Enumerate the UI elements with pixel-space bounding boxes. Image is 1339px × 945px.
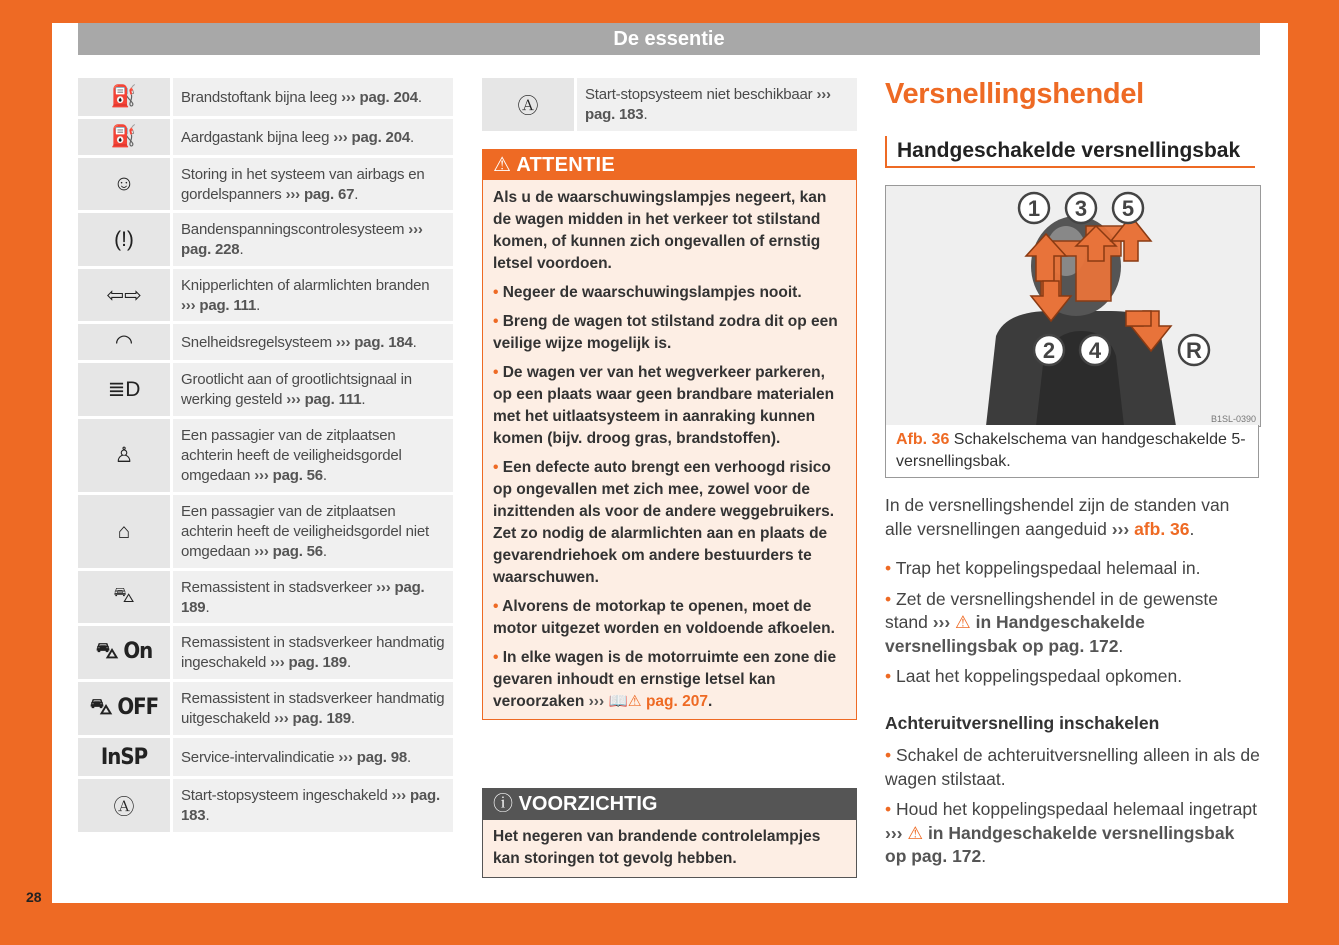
- ref-tail: .: [346, 654, 351, 671]
- ref-arrow: ›››: [254, 467, 269, 484]
- attentie-bullet: [493, 282, 846, 304]
- table-row-text: [173, 626, 453, 679]
- page-link[interactable]: pag. 183: [585, 106, 644, 123]
- start-stop-icon: Ⓐ: [78, 779, 170, 832]
- table-row: [78, 324, 453, 360]
- section-header: De essentie: [78, 23, 1260, 55]
- page-link[interactable]: pag. 189: [292, 710, 351, 727]
- gear-label-2: 2: [1042, 338, 1056, 363]
- ref-arrow: ›››: [181, 296, 196, 314]
- city-brake-off-icon: ⛍ OFF: [78, 682, 170, 735]
- ref-tail: .: [350, 710, 355, 727]
- figure-link[interactable]: afb. 36: [1134, 518, 1190, 539]
- table-row-text: [173, 158, 453, 210]
- row-label: Remassistent in stadsverkeer handmatig uitgeschakeld: [181, 690, 445, 727]
- attentie-box: [482, 149, 857, 720]
- bullet-text: Een defecte auto brengt een verhoogd risico op ongevallen met zich mee, zowel voor de inzittenden als voor de andere weggebruikers. Zet zo nodig de alarmlichten aan en plaats de gevarendriehoek om andere bestuurders te waarschuwen.: [493, 459, 835, 586]
- bullet-icon: •: [493, 598, 503, 615]
- section-link[interactable]: in Handgeschakelde versnellingsbak op pag. 172: [885, 612, 1145, 656]
- gear-label-5: 5: [1121, 196, 1135, 221]
- section-title: Versnellingshendel: [885, 78, 1144, 110]
- bullet-icon: •: [885, 588, 896, 609]
- row-label: Remassistent in stadsverkeer: [181, 578, 373, 596]
- ref-arrow: ›››: [270, 654, 285, 671]
- page-link[interactable]: pag. 207: [645, 693, 708, 710]
- row-label: Service-intervalindicatie: [181, 748, 335, 766]
- table-row: [78, 682, 453, 735]
- table-row-text: [173, 363, 453, 416]
- bullet-icon: •: [493, 649, 503, 666]
- ref-tail: .: [239, 241, 244, 258]
- warning-triangle-icon: ⚠: [907, 822, 924, 843]
- bullet-text: Trap het koppelingspedaal helemaal in.: [895, 558, 1201, 578]
- city-brake-icon: ⛍: [78, 571, 170, 623]
- bullet-text: Breng de wagen tot stilstand zodra dit op een veilige wijze mogelijk is.: [493, 313, 838, 352]
- table-row-text: [173, 571, 453, 623]
- row-label: Knipperlichten of alarmlichten branden: [181, 276, 430, 294]
- page-link[interactable]: pag. 67: [303, 185, 355, 203]
- table-row-text: [173, 269, 453, 321]
- page-link[interactable]: pag. 56: [272, 467, 323, 484]
- reverse-steps-list: [885, 744, 1260, 876]
- gear-label-r: R: [1186, 338, 1202, 363]
- attentie-header: [483, 150, 856, 180]
- info-circle-icon: ⓘ: [493, 793, 513, 815]
- bullet-text: Houd het koppelingspedaal helemaal ingetrapt: [896, 799, 1257, 819]
- row-label: Grootlicht aan of grootlichtsignaal in werking gesteld: [181, 371, 412, 408]
- gear-label-4: 4: [1088, 338, 1102, 363]
- table-row: [78, 626, 453, 679]
- voorzichtig-header: [483, 789, 856, 820]
- bullet-icon: •: [885, 745, 896, 765]
- ref-arrow: ›››: [408, 221, 423, 238]
- ref-tail: .: [407, 748, 411, 766]
- ref-tail: .: [1118, 635, 1124, 656]
- bullet-text: Alvorens de motorkap te openen, moet de motor uitgezet worden en voldoende afkoelen.: [493, 598, 835, 637]
- gear-label-1: 1: [1027, 196, 1041, 221]
- row-label: Storing in het systeem van airbags en gordelspanners: [181, 165, 425, 203]
- table-row: [78, 269, 453, 321]
- table-row-text: [173, 119, 453, 155]
- ref-tail: .: [322, 543, 327, 560]
- ref-arrow: ›››: [376, 578, 391, 596]
- row-label: Aardgastank bijna leeg: [181, 128, 330, 146]
- page-link[interactable]: pag. 189: [288, 654, 347, 671]
- attentie-bullet: [493, 362, 846, 450]
- attentie-bullet: [493, 457, 846, 589]
- list-item: [885, 798, 1260, 869]
- attentie-bullet: [493, 596, 846, 640]
- voorzichtig-title: VOORZICHTIG: [518, 793, 658, 815]
- figure-caption: Afb. 36 Schakelschema van handgeschakelde 5-versnellingsbak.: [885, 425, 1259, 478]
- table-row-text: [173, 682, 453, 735]
- row-label: Brandstoftank bijna leeg: [181, 88, 338, 106]
- ref-arrow: ›››: [333, 128, 348, 146]
- voorzichtig-text: Het negeren van brandende controlelampjes kan storingen tot gevolg hebben.: [493, 828, 821, 867]
- ref-arrow: ›››: [391, 787, 406, 804]
- city-brake-on-icon: ⛍ On: [78, 626, 170, 679]
- page-link[interactable]: pag. 204: [351, 128, 410, 146]
- ref-tail: .: [205, 807, 210, 824]
- bullet-icon: •: [885, 799, 896, 819]
- seatbelt-unfastened-icon: ⌂: [78, 495, 170, 568]
- row-label: Een passagier van de zitplaatsen achterin heeft de veiligheidsgordel omgedaan: [181, 427, 402, 484]
- ref-arrow: ›››: [286, 391, 301, 408]
- page-link[interactable]: pag. 228: [181, 241, 240, 258]
- page-link[interactable]: pag. 98: [356, 748, 408, 766]
- ref-tail: .: [322, 467, 327, 484]
- page-link[interactable]: pag. 56: [272, 543, 323, 560]
- table-row: [78, 363, 453, 416]
- list-item: [885, 588, 1260, 659]
- bullet-icon: •: [493, 364, 503, 381]
- bullet-icon: •: [493, 284, 503, 301]
- row-label: Bandenspanningscontrolesysteem: [181, 221, 405, 238]
- page-link[interactable]: pag. 204: [359, 88, 418, 106]
- seatbelt-fastened-icon: ♙: [78, 419, 170, 492]
- ref-tail: .: [981, 846, 987, 866]
- ref-tail: .: [205, 598, 210, 616]
- ref-tail: .: [417, 88, 422, 106]
- ref-arrow: ›››: [254, 543, 269, 560]
- attentie-bullet: • In elke wagen is de motorruimte een zone die gevaren inhoudt en ernstige letsel kan veroorzaken ››› 📖⚠ pag. 207.: [493, 649, 837, 710]
- turn-signal-icon: ⇦⇨: [78, 269, 170, 321]
- table-row: [78, 213, 453, 266]
- attentie-intro: Als u de waarschuwingslampjes negeert, kan de wagen midden in het verkeer tot stilstand komen, of kunnen zich ongevallen of ernstig letsel voordoen.: [493, 189, 827, 272]
- section-link[interactable]: in Handgeschakelde versnellingsbak op pag. 172: [885, 822, 1235, 866]
- fuel-pump-icon: ⛽: [78, 78, 170, 116]
- table-row: [78, 779, 453, 832]
- gear-label-3: 3: [1074, 196, 1088, 221]
- list-item: [885, 744, 1260, 791]
- table-row: [78, 119, 453, 155]
- ref-tail: .: [256, 296, 261, 314]
- ref-tail: .: [643, 106, 648, 123]
- table-row-text: [173, 419, 453, 492]
- row-label: Remassistent in stadsverkeer handmatig ingeschakeld: [181, 634, 445, 671]
- table-row: [78, 495, 453, 568]
- table-row-text: [173, 213, 453, 266]
- bullet-icon: •: [885, 666, 896, 686]
- page-link[interactable]: pag. 111: [304, 391, 362, 408]
- table-row-text: [173, 738, 453, 776]
- attentie-body: [483, 180, 856, 719]
- list-item: [885, 557, 1260, 581]
- speedometer-icon: ◠: [78, 324, 170, 360]
- page-link[interactable]: pag. 183: [181, 787, 440, 824]
- bullet-text: Laat het koppelingspedaal opkomen.: [896, 666, 1183, 686]
- book-warning-icon: 📖⚠: [608, 693, 642, 710]
- page-link[interactable]: pag. 111: [199, 296, 257, 314]
- cng-tank-icon: ⛽: [78, 119, 170, 155]
- bullet-icon: •: [885, 558, 896, 578]
- tire-pressure-icon: (!): [78, 213, 170, 266]
- ref-arrow: ›››: [341, 88, 356, 106]
- intro-paragraph: In de versnellingshendel zijn de standen van alle versnellingen aangeduid ››› afb. 36.: [885, 495, 1230, 539]
- table-row: [78, 738, 453, 776]
- row-label: Een passagier van de zitplaatsen achterin heeft de veiligheidsgordel niet omgedaan: [181, 503, 430, 560]
- page-number: 28: [26, 889, 42, 905]
- warning-triangle-icon: ⚠: [955, 612, 971, 632]
- reverse-gear-heading: Achteruitversnelling inschakelen: [885, 713, 1160, 733]
- list-item: [885, 665, 1260, 689]
- warning-triangle-icon: ⚠: [493, 154, 512, 176]
- ref-tail: .: [412, 333, 417, 351]
- warning-lights-table: [78, 78, 453, 835]
- service-interval-icon: InSP: [78, 738, 170, 776]
- ref-arrow: ›››: [335, 333, 351, 351]
- bullet-text: Zet de versnellingshendel in de gewenste stand: [885, 588, 1219, 632]
- ref-tail: .: [409, 128, 414, 146]
- gearshift-diagram: [886, 186, 1260, 426]
- table-row: [482, 78, 857, 131]
- ref-arrow: ›››: [285, 185, 300, 203]
- table-row-text: [173, 495, 453, 568]
- table-row-text: [173, 779, 453, 832]
- bullet-icon: •: [493, 459, 503, 476]
- page-link[interactable]: pag. 189: [181, 578, 425, 616]
- airbag-icon: ☺: [78, 158, 170, 210]
- bullet-text: De wagen ver van het wegverkeer parkeren, op een plaats waar geen brandbare materialen met het uitlaatsysteem in aanraking kunnen komen (bijv. droog gras, brandstoffen).: [493, 364, 835, 447]
- row-label: Snelheidsregelsysteem: [181, 333, 332, 351]
- high-beam-icon: ≣D: [78, 363, 170, 416]
- table-row: [78, 419, 453, 492]
- bullet-text: Negeer de waarschuwingslampjes nooit.: [502, 284, 802, 301]
- bullet-icon: •: [493, 313, 503, 330]
- ref-arrow: ›››: [338, 748, 353, 766]
- voorzichtig-box: [482, 788, 857, 878]
- ref-arrow: ›››: [885, 822, 903, 843]
- table-row-text: [173, 78, 453, 116]
- ref-arrow: ›››: [816, 86, 831, 103]
- start-stop-unavailable-icon: Ⓐ: [482, 78, 574, 131]
- bullet-text: Schakel de achteruitversnelling alleen in als de wagen stilstaat.: [885, 745, 1260, 789]
- steps-list: [885, 557, 1260, 696]
- figure-code: B1SL-0390: [1210, 414, 1256, 424]
- gearshift-figure: [885, 185, 1261, 427]
- attentie-bullet: [493, 311, 846, 355]
- ref-arrow: ›››: [932, 612, 951, 632]
- table-row: [78, 571, 453, 623]
- table-row-text: [577, 78, 857, 131]
- table-row: [78, 158, 453, 210]
- attentie-title: ATTENTIE: [516, 154, 616, 176]
- page-link[interactable]: pag. 184: [354, 333, 413, 351]
- table-row: [78, 78, 453, 116]
- ref-tail: .: [361, 391, 366, 408]
- subsection-title: Handgeschakelde versnellingsbak: [885, 136, 1255, 168]
- row-label: Start-stopsysteem niet beschikbaar: [585, 86, 813, 103]
- row-label: Start-stopsysteem ingeschakeld: [181, 787, 388, 804]
- ref-tail: .: [354, 185, 359, 203]
- warning-lights-table-continued: [482, 78, 857, 134]
- ref-arrow: ›››: [274, 710, 289, 727]
- table-row-text: [173, 324, 453, 360]
